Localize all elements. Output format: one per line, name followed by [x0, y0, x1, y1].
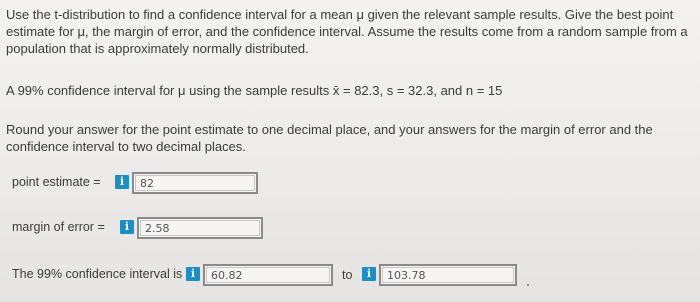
point-estimate-input[interactable] — [132, 172, 258, 194]
interval-upper-value: 103.78 — [387, 269, 426, 282]
interval-lower-input[interactable] — [203, 264, 333, 286]
interval-upper-input[interactable] — [379, 264, 517, 286]
point-estimate-label: point estimate = — [12, 175, 101, 189]
margin-of-error-info-icon[interactable]: i — [120, 220, 134, 234]
margin-of-error-value: 2.58 — [145, 222, 170, 235]
given-sample-results: A 99% confidence interval for μ using the sample results x̄ = 82.3, s = 32.3, and n = 15 — [6, 83, 503, 98]
interval-to-label: to — [342, 268, 353, 282]
margin-of-error-label: margin of error = — [12, 220, 105, 234]
interval-lower-value: 60.82 — [211, 269, 243, 282]
rounding-instructions: Round your answer for the point estimate to one decimal place, and your answers for the margin of error and the confidence interval to two decimal places. — [6, 122, 653, 154]
confidence-interval-label: The 99% confidence interval is — [12, 267, 183, 281]
question-intro: Use the t-distribution to find a confidence interval for a mean μ given the relevant sample results. Give the best point estimate for μ, the margin of error, and the confidence interval. Assume the results come from a random sample from a population that is approximately normally distributed. — [6, 7, 688, 56]
interval-lower-info-icon[interactable]: i — [186, 267, 200, 281]
margin-of-error-input[interactable] — [137, 217, 263, 239]
point-estimate-info-icon[interactable]: i — [115, 175, 129, 189]
point-estimate-value: 82 — [140, 177, 154, 190]
interval-upper-info-icon[interactable]: i — [362, 267, 376, 281]
sentence-period — [527, 284, 529, 286]
